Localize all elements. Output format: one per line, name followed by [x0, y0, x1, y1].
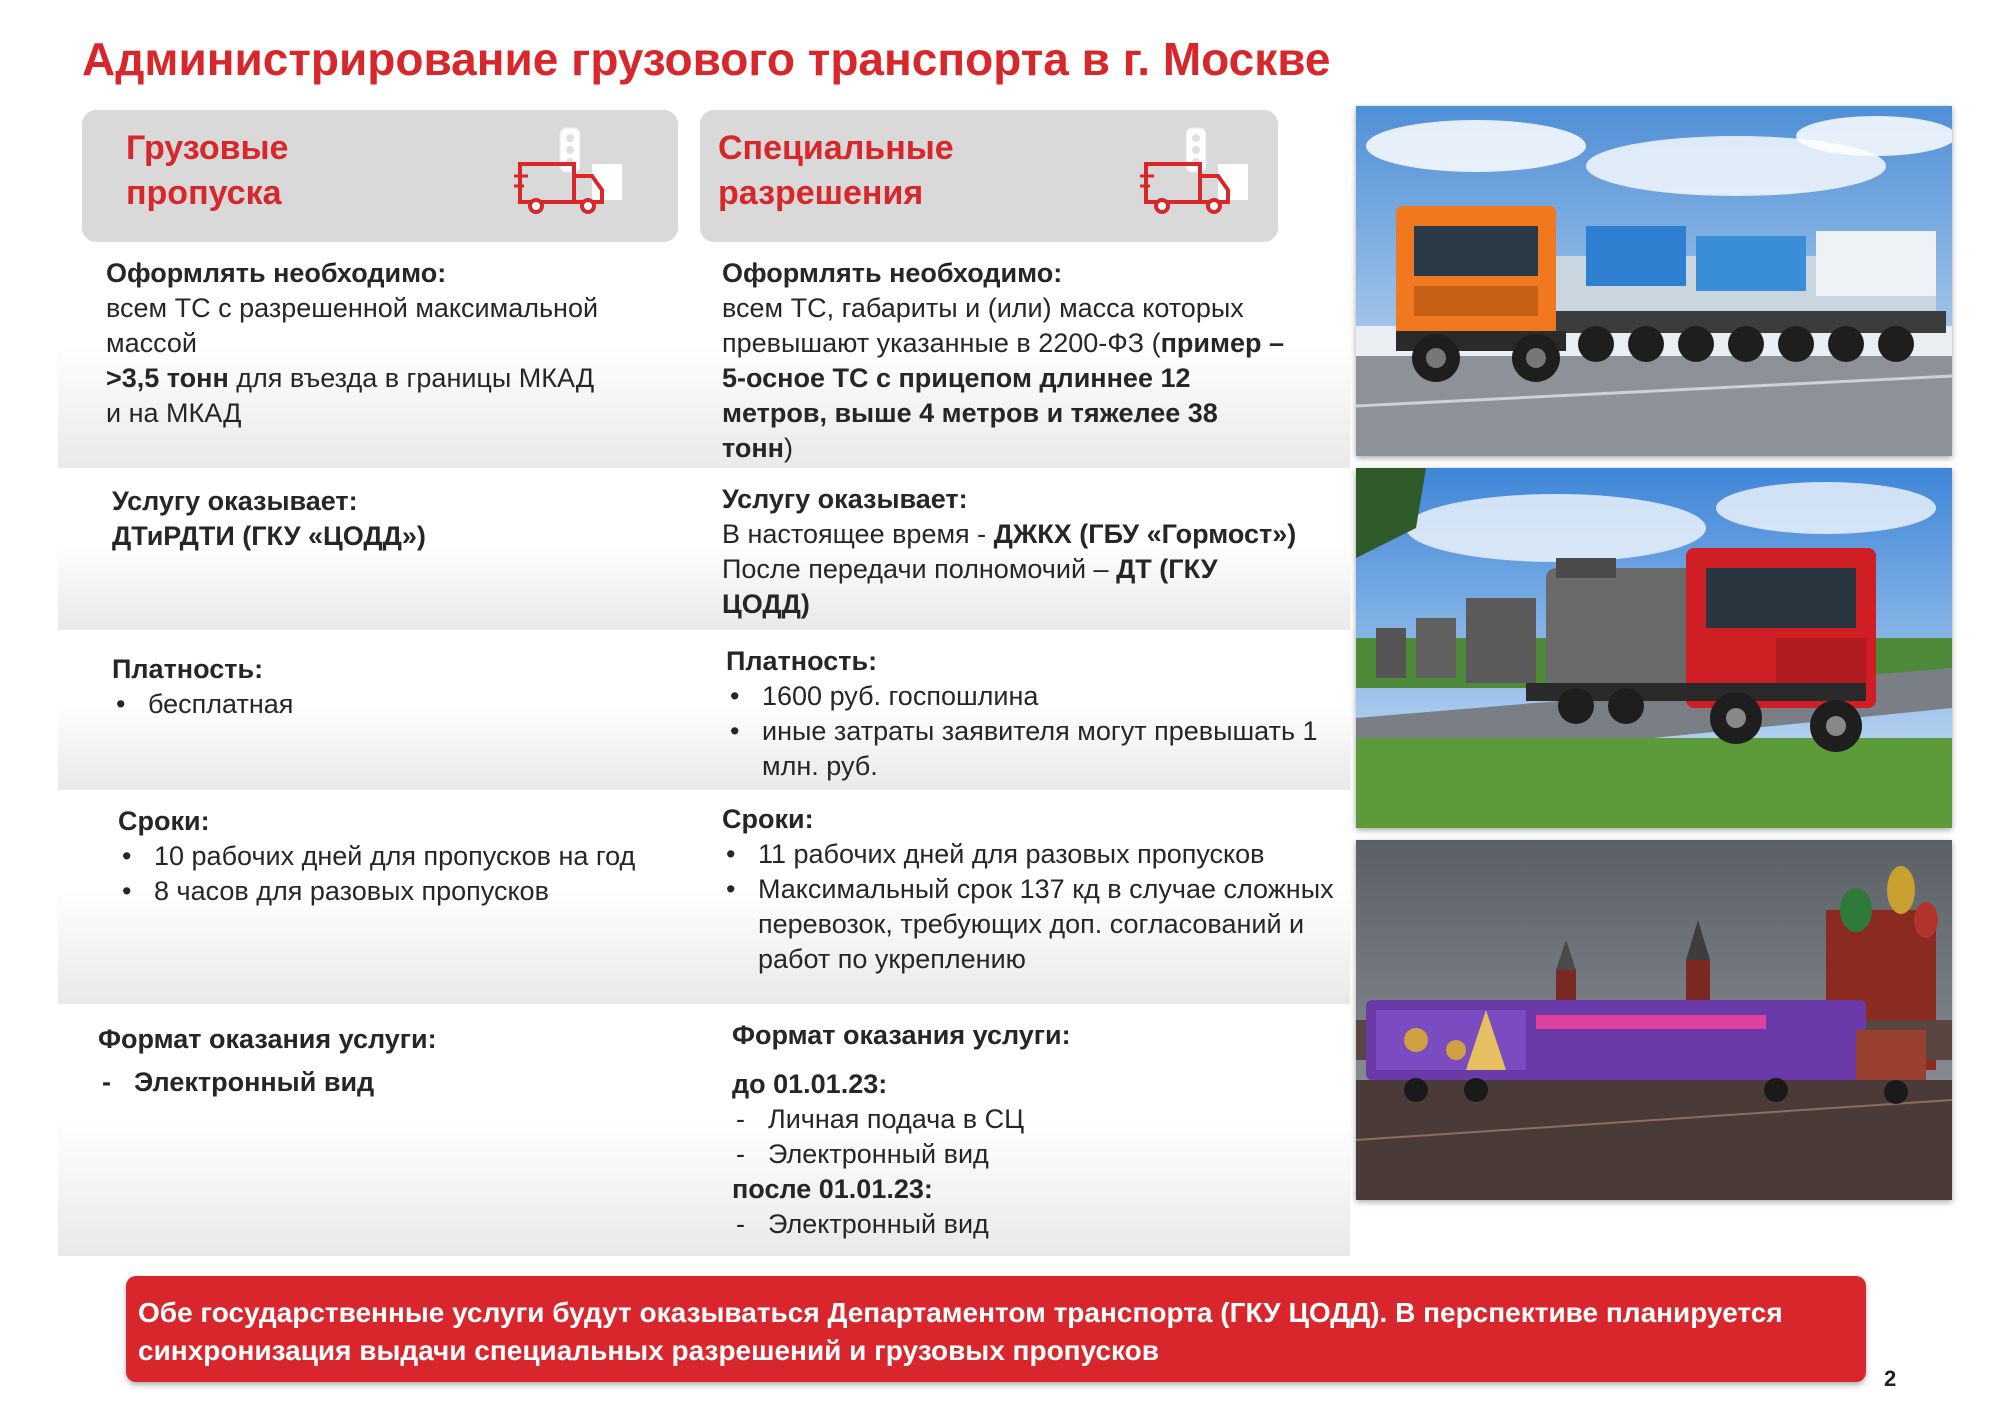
left-need-line	[106, 361, 686, 396]
right-need-line-normal: превышают указанные в 2200-ФЗ (	[722, 328, 1161, 358]
right-need-line: всем ТС, габариты и (или) масса которых	[722, 293, 1244, 323]
header-cargo-passes-label	[126, 126, 288, 216]
header-line: Специальные	[718, 129, 954, 167]
photo-orange-truck-image	[1356, 106, 1952, 456]
header-line: разрешения	[718, 174, 924, 212]
right-format-after-label: после 01.01.23:	[732, 1174, 933, 1204]
right-terms-item: • Максимальный срок 137 кд в случае сложных перевозок, требующих доп. согласований и работ по укреплению	[722, 872, 1342, 977]
left-format-item: - Электронный вид	[98, 1065, 678, 1100]
left-provider-heading: Услугу оказывает:	[112, 486, 358, 516]
left-need-line: и на МКАД	[106, 398, 242, 428]
right-need-tons: тонн	[722, 433, 784, 463]
summary-banner-text: Обе государственные услуги будут оказываться Департаментом транспорта (ГКУ ЦОДД). В перспективе планируется синхронизация выдачи специальных разрешений и грузовых пропусков	[138, 1297, 1783, 1366]
right-provider-after-value-cont: ЦОДД)	[722, 589, 810, 619]
right-provider-after-value: ДТ (ГКУ	[1116, 554, 1218, 584]
left-need-line: массой	[106, 328, 197, 358]
right-need-line: метров, выше 4 метров и тяжелее 38	[722, 398, 1218, 428]
right-provider-after	[722, 552, 1362, 587]
right-fee-item: • иные затраты заявителя могут превышать 1 млн. руб.	[726, 714, 1346, 784]
right-provider-after-label: После передачи полномочий –	[722, 554, 1117, 584]
right-need-heading: Оформлять необходимо:	[722, 258, 1063, 288]
left-fee-item: • бесплатная	[112, 687, 692, 722]
left-fee-cell	[112, 652, 692, 722]
right-need-line	[722, 326, 1352, 361]
truck-traffic-light-icon	[1140, 124, 1252, 224]
photo-red-truck	[1356, 468, 1952, 828]
right-fee-cell	[726, 644, 1346, 784]
header-line: пропуска	[126, 174, 282, 212]
left-format-heading: Формат оказания услуги:	[98, 1024, 437, 1054]
right-provider-heading: Услугу оказывает:	[722, 484, 968, 514]
page-number: 2	[1884, 1366, 1897, 1391]
left-terms-cell	[118, 804, 698, 909]
left-provider-value: ДТиРДТИ (ГКУ «ЦОДД»)	[112, 521, 426, 551]
right-provider-now-label: В настоящее время -	[722, 519, 994, 549]
left-need-line-rest: для въезда в границы МКАД	[228, 363, 595, 393]
truck-traffic-light-icon	[514, 124, 626, 224]
photo-red-truck-image	[1356, 468, 1952, 828]
right-need-line: 5-осное ТС с прицепом длиннее 12	[722, 363, 1191, 393]
right-format-cell	[732, 1018, 1332, 1242]
right-fee-item: • 1600 руб. госпошлина	[726, 679, 1346, 714]
photo-red-square-truck-image	[1356, 840, 1952, 1200]
photo-orange-truck	[1356, 106, 1952, 456]
left-need-line: всем ТС с разрешенной максимальной	[106, 293, 599, 323]
right-terms-item: • 11 рабочих дней для разовых пропусков	[722, 837, 1342, 872]
right-need-example-label: пример –	[1160, 328, 1284, 358]
right-terms-heading: Сроки:	[722, 804, 814, 834]
header-cargo-passes	[82, 110, 678, 242]
left-format-cell	[98, 1022, 678, 1100]
header-line: Грузовые	[126, 129, 289, 167]
right-need-line	[722, 431, 1352, 466]
right-provider-now-value: ДЖКХ (ГБУ «Гормост»)	[993, 519, 1297, 549]
right-fee-heading: Платность:	[726, 646, 878, 676]
right-provider-now	[722, 517, 1362, 552]
left-need-heading: Оформлять необходимо:	[106, 258, 447, 288]
right-format-heading: Формат оказания услуги:	[732, 1020, 1071, 1050]
summary-banner	[126, 1276, 1866, 1382]
header-special-permits	[700, 110, 1278, 242]
right-need-cell	[722, 256, 1352, 466]
right-terms-cell	[722, 802, 1342, 977]
right-format-after-item: - Электронный вид	[732, 1207, 1332, 1242]
left-terms-heading: Сроки:	[118, 806, 210, 836]
left-fee-heading: Платность:	[112, 654, 264, 684]
left-provider-cell	[112, 484, 692, 554]
right-provider-cell	[722, 482, 1362, 622]
left-need-cell	[106, 256, 686, 431]
header-special-permits-label	[718, 126, 954, 216]
left-terms-item: • 8 часов для разовых пропусков	[118, 874, 698, 909]
right-format-before-item: - Электронный вид	[732, 1137, 1332, 1172]
left-need-weight: >3,5 тонн	[106, 363, 229, 393]
photo-red-square-truck	[1356, 840, 1952, 1200]
right-need-close: )	[783, 433, 793, 463]
left-terms-item: • 10 рабочих дней для пропусков на год	[118, 839, 698, 874]
right-format-before-item: - Личная подача в СЦ	[732, 1102, 1332, 1137]
page-title: Администрирование грузового транспорта в г. Москве	[82, 33, 1331, 85]
right-format-before-label: до 01.01.23:	[732, 1069, 888, 1099]
